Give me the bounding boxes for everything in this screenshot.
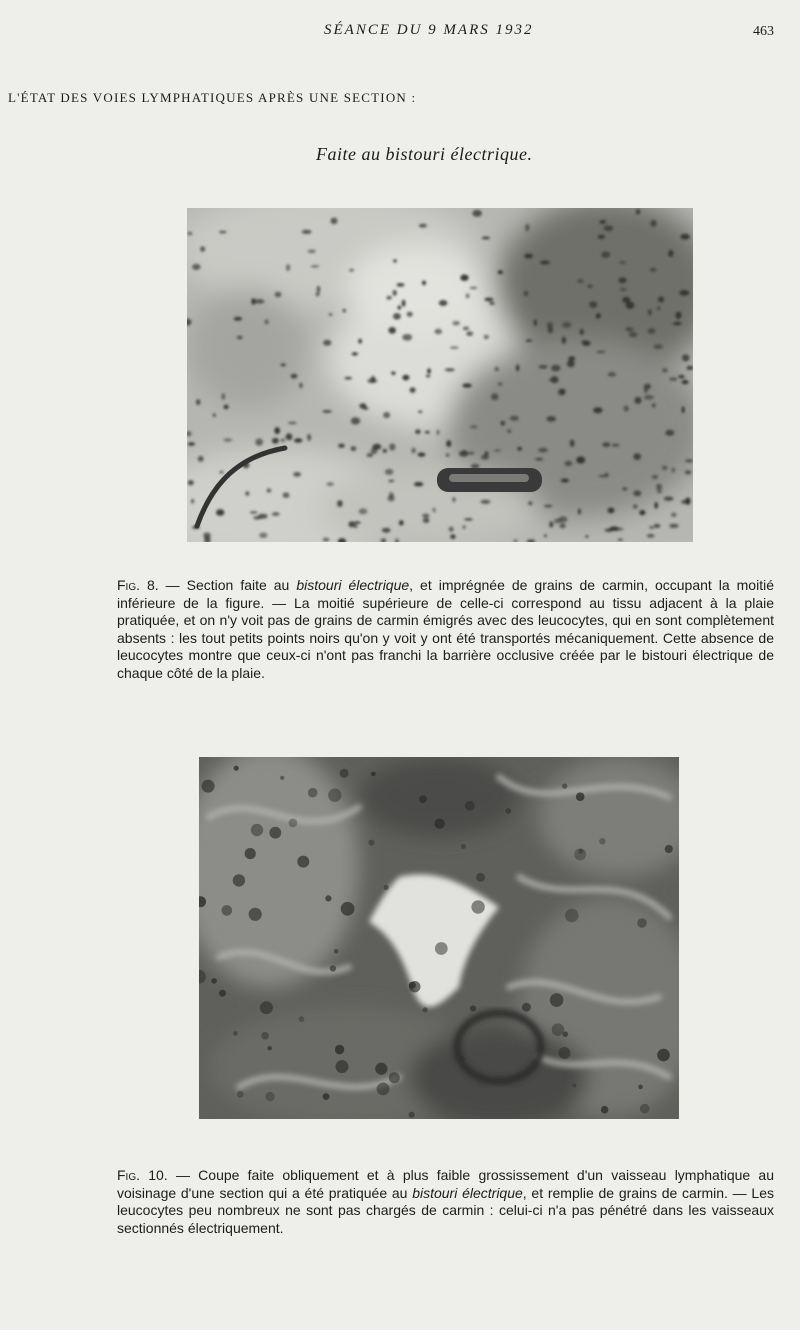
figure-10-micrograph xyxy=(199,757,679,1119)
figure-8-caption xyxy=(117,577,774,682)
figure-8-micrograph xyxy=(187,208,693,542)
running-head xyxy=(0,22,800,44)
figure-10-caption-text-1: — Coupe faite obliquement et à plus faible grossissement d'un vaisseau lymphatique au voisinage d'une section qui a été pratiquée au xyxy=(117,1167,774,1201)
figure-8-image xyxy=(187,208,693,542)
subheading: Faite au bistouri électrique. xyxy=(316,144,533,164)
figure-8-label: Fig. 8. xyxy=(117,577,159,593)
figure-10-image xyxy=(199,757,679,1119)
figure-8-caption-emphasis: bistouri électrique xyxy=(296,577,410,593)
page-number: 463 xyxy=(753,24,774,39)
figure-10-caption-emphasis: bistouri électrique xyxy=(412,1184,523,1201)
figure-8-caption-text-1: — Section faite au xyxy=(158,577,297,593)
figure-10-caption-text-2: , et remplie de grains de carmin. — Les leucocytes peu nombreux ne sont pas chargés de carmin : celui-ci n'a pas pénétré dans les vaisseaux sectionnés électriquement. xyxy=(117,1184,774,1236)
figure-10-caption xyxy=(117,1167,774,1237)
figure-8-caption-text-2: , et imprégnée de grains de carmin, occupant la moitié inférieure de la figure. — La moitié supérieure de celle-ci correspond au tissu adjacent à la plaie pratiquée, et on n'y voit pas de grains de carmin émigrés avec des leucocytes, qui en sont complètement absents : les tout petits points noirs qu'on y voit y ont été transportés mécaniquement. Cette absence de leucocytes montre que ceux-ci n'ont pas franchi la barrière occlusive créée par le bistouri électrique de chaque côté de la plaie. xyxy=(117,577,774,681)
running-title: SÉANCE DU 9 MARS 1932 xyxy=(324,22,534,38)
section-heading: L'ÉTAT DES VOIES LYMPHATIQUES APRÈS UNE SECTION : xyxy=(8,90,417,105)
figure-10-label: Fig. 10. xyxy=(117,1167,168,1183)
